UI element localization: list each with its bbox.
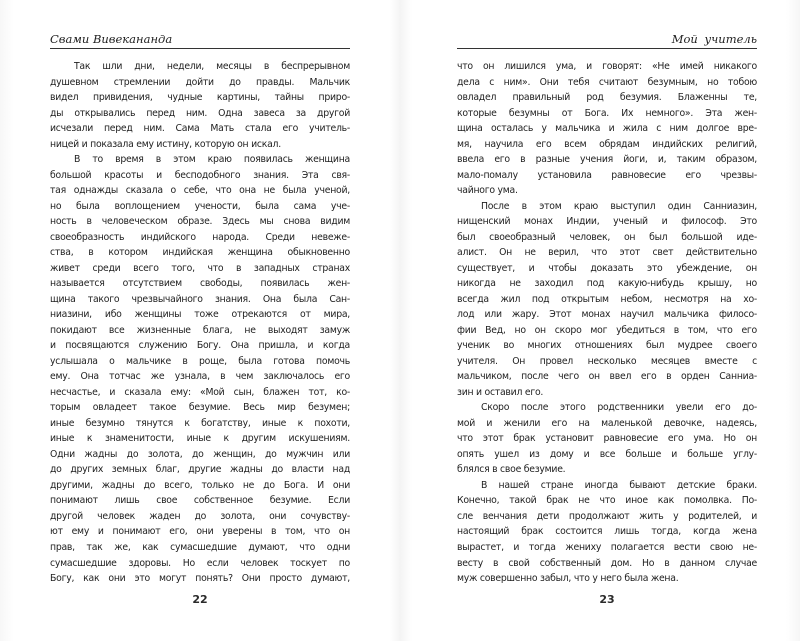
text-line: ницей и показала ему истину, которую он искал. (50, 138, 281, 150)
text-line: большой красоты и бесподобного знания. Эта свя- (50, 169, 350, 181)
text-line: зин и оставил его. (457, 386, 544, 398)
text-line: услышала о мальчике в роще, была готова помочь (50, 355, 350, 367)
text-line: но была воплощением учености, была сама уче- (50, 200, 350, 212)
left-page-body (50, 59, 350, 587)
text-line: опять ушел из дому и все больше и больше углу- (457, 448, 757, 460)
text-line: которые безумны от Бога. Их немного». Эта жен- (457, 107, 757, 119)
text-line: несчастье, и сказала ему: «Мой сын, блажен тот, ко- (50, 386, 350, 398)
text-line: Богу, как они это могут понять? Они просто думают, (50, 573, 350, 585)
text-line: ему. Она тотчас же узнала, в чем заключалось его (50, 371, 350, 383)
text-line: другой человек жаден до золота, они сочувству- (50, 510, 350, 522)
text-line: ства, в котором индийская женщина обыкновенно (50, 247, 350, 259)
right-page (457, 0, 757, 641)
text-line: ниазини, ибо женщины тоже отрекаются от мира, (50, 309, 350, 321)
text-line: мой и женили его на маленькой девочке, надеясь, (457, 417, 757, 429)
text-line: никогда не заходил под какую-нибудь крышу, но (457, 278, 757, 290)
text-line: был своеобразный человек, он был большой иде- (457, 231, 757, 243)
text-line: муж совершенно забыл, что у него была жена. (457, 573, 679, 585)
text-line: понимают лишь свое собственное безумие. Если (50, 495, 350, 507)
text-line: другими, жадны до всего, только не до Бога. И они (50, 479, 350, 491)
text-line: сумасшедшие здоровы. Но если человек тоскует по (50, 557, 350, 569)
text-line: нищенский монах Индии, ученый и философ. Это (457, 216, 757, 228)
text-line: Одни жадны до золота, до женщин, до мужчин или (50, 448, 350, 460)
text-line: щина осталась у мальчика и жила с ним долгое вре- (457, 123, 757, 135)
text-line: Конечно, такой брак не что иное как помолвка. По- (457, 495, 757, 507)
text-line: овладел правильный род безумия. Блаженны те, (457, 92, 757, 104)
text-line: Так шли дни, недели, месяцы в беспрерывном (74, 61, 350, 72)
text-line: После в этом краю выступил один Санниазин, (481, 200, 757, 212)
text-line: иные безумно тянутся к богатству, иные к похоти, (50, 417, 350, 429)
text-line: исчезали перед ним. Сама Мать стала его учитель- (50, 123, 350, 135)
text-line: ученик во многих отношениях был мудрее своего (457, 340, 757, 352)
text-line: В нашей стране иногда бывают детские браки. (481, 479, 757, 491)
text-line: учителя. Он провел несколько месяцев вместе с (457, 355, 757, 367)
text-line: сле венчания дети продолжают жить у родителей, и (457, 510, 757, 522)
text-line: называется отсутствием свободы, появилась жен- (50, 278, 350, 290)
text-line: живет среди всего того, что в западных странах (50, 262, 350, 274)
text-line: своеобразность индийского народа. Среди невеже- (50, 231, 350, 243)
text-line: весту в свой собственный дом. Но в данном случае (457, 557, 757, 569)
text-line: что он лишился ума, и говорят: «Не имей никакого (457, 61, 757, 72)
text-line: душевном стремлении дойти до правды. Мальчик (50, 76, 350, 88)
text-line: прав, так же, как сумасшедшие думают, что одни (50, 541, 350, 553)
text-line: ность в человеческом образе. Здесь мы снова видим (50, 216, 350, 228)
page-number: 23 (599, 593, 615, 606)
left-page (50, 0, 350, 641)
text-line: всегда жил под открытым небом, несмотря на хо- (457, 293, 757, 305)
text-line: покидают все жизненные блага, не выходят замуж (50, 324, 350, 336)
running-head-author: Свами Вивекананда (50, 31, 350, 49)
text-line: ды открывались перед ним. Одна завеса за другой (50, 107, 350, 119)
text-line: мальчиком, после чего он ввел его в орден Санниа- (457, 371, 757, 383)
text-line: торым овладеет такое безумие. Весь мир безумен; (50, 402, 350, 414)
text-line: лод или жару. Этот монах научил мальчика филосо- (457, 309, 757, 321)
page-number: 22 (192, 593, 208, 606)
text-line: до других земных благ, другие жадны до власти над (50, 464, 350, 476)
running-head-chapter: Мой учитель (457, 31, 757, 49)
text-line: мя, научила его всем обрядам индийских религий, (457, 138, 757, 150)
text-line: Скоро после этого родственники увели его до- (481, 402, 757, 414)
text-line: алист. Он не верил, что этот свет действительно (457, 247, 757, 259)
text-line: видел привидения, чудные картины, тайны приро- (50, 92, 350, 104)
text-line: иные к знаменитости, иные к другим искушениям. (50, 433, 350, 445)
text-line: и посвящаются служению Богу. Она пришла, и когда (50, 340, 350, 352)
text-line: ют ему и понимают его, они уверены в том, что он (50, 526, 350, 538)
text-line: что этот брак установит равновесие его ума. Но он (457, 433, 757, 445)
text-line: вырастет, и тогда жениху полагается вести свою не- (457, 541, 757, 553)
text-line: существует, и чтобы доказать это убеждение, он (457, 262, 757, 274)
text-line: фии Вед, но он скоро мог убедиться в том, что его (457, 324, 757, 336)
text-line: блялся в свое безумие. (457, 464, 566, 476)
text-line: тая однажды сказала о себе, что она не была ученой, (50, 185, 350, 197)
text-line: щина такого чрезвычайного знания. Она была Сан- (50, 293, 350, 305)
text-line: мало-помалу установила равновесие его чрезвы- (457, 169, 757, 181)
text-line: настоящий брак состоится лишь тогда, когда жена (457, 526, 757, 538)
text-line: дела с ним». Они тебя считают безумным, но тобою (457, 76, 757, 88)
text-line: В то время в этом краю появилась женщина (74, 154, 350, 166)
text-line: чайного ума. (457, 185, 518, 197)
right-page-body (457, 59, 757, 587)
text-line: ввела его в разные учения йоги, и, таким образом, (457, 154, 757, 166)
